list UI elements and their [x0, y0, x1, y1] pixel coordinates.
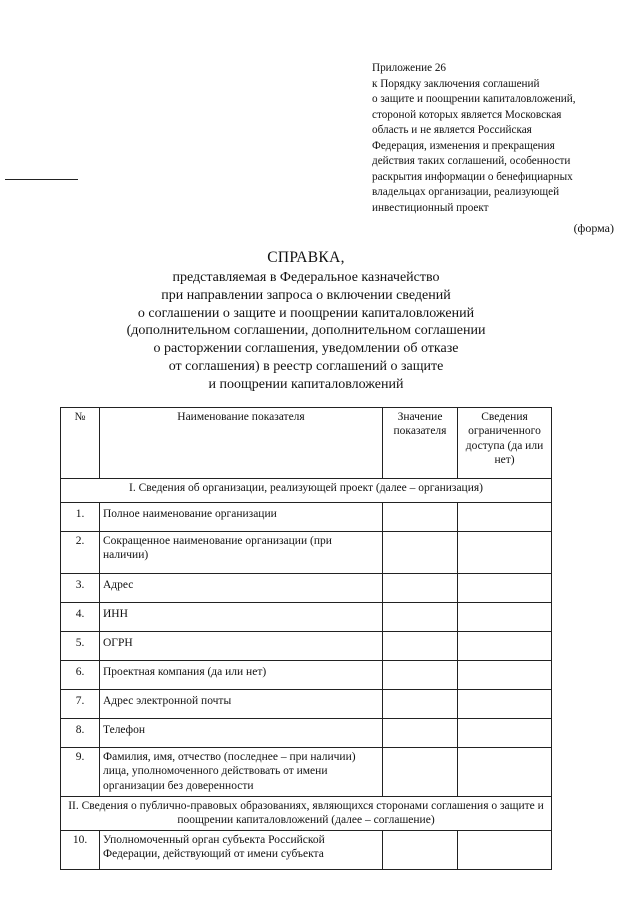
appendix-line: стороной которых является Московская	[372, 108, 562, 121]
row-indicator-name: Проектная компания (да или нет)	[100, 661, 383, 690]
title-line: от соглашения) в реестр соглашений о защите	[168, 358, 444, 374]
appendix-line: Приложение 26	[372, 62, 447, 74]
row-number: 8.	[61, 719, 100, 748]
header-indicator-value: Значение показателя	[383, 408, 458, 479]
appendix-reference	[372, 61, 634, 216]
row-restricted-cell	[458, 632, 552, 661]
table-row	[61, 503, 552, 532]
row-value-cell	[383, 661, 458, 690]
row-restricted-cell	[458, 503, 552, 532]
row-indicator-name: Телефон	[100, 719, 383, 748]
row-indicator-name: Уполномоченный орган субъекта Российской Федерации, действующий от имени субъекта	[100, 830, 383, 869]
table-row	[61, 574, 552, 603]
indicators-table	[60, 407, 552, 870]
title-line: о расторжении соглашения, уведомлении об отказе	[153, 341, 459, 357]
row-indicator-name: Адрес	[100, 574, 383, 603]
table-header-row	[61, 408, 552, 479]
row-restricted-cell	[458, 748, 552, 797]
row-number: 10.	[61, 830, 100, 869]
row-indicator-name: Фамилия, имя, отчество (последнее – при наличии) лица, уполномоченного действовать от имени организации без доверенности	[100, 748, 383, 797]
row-value-cell	[383, 603, 458, 632]
row-number: 1.	[61, 503, 100, 532]
table-row	[61, 748, 552, 797]
appendix-line: раскрытия информации о бенефициарных	[372, 170, 573, 183]
row-restricted-cell	[458, 532, 552, 574]
title-line: (дополнительном соглашении, дополнительном соглашении	[126, 323, 486, 339]
section-title: II. Сведения о публично-правовых образованиях, являющихся сторонами соглашения о защите и поощрении капиталовложений (далее – соглашение)	[61, 797, 552, 831]
row-value-cell	[383, 503, 458, 532]
row-number: 4.	[61, 603, 100, 632]
row-restricted-cell	[458, 719, 552, 748]
row-number: 7.	[61, 690, 100, 719]
row-value-cell	[383, 532, 458, 574]
divider-line	[5, 179, 78, 180]
row-number: 6.	[61, 661, 100, 690]
row-value-cell	[383, 748, 458, 797]
appendix-line: область и не является Российская	[372, 124, 532, 136]
header-indicator-name: Наименование показателя	[100, 408, 383, 479]
row-value-cell	[383, 690, 458, 719]
appendix-line: инвестиционный проект	[372, 201, 489, 214]
title-main: СПРАВКА,	[267, 249, 345, 266]
row-indicator-name: Полное наименование организации	[100, 503, 383, 532]
row-number: 5.	[61, 632, 100, 661]
row-restricted-cell	[458, 830, 552, 869]
header-number: №	[61, 408, 100, 479]
appendix-line: Федерация, изменения и прекращения	[372, 139, 555, 152]
title-line: представляемая в Федеральное казначейство	[172, 270, 440, 285]
document-title	[60, 247, 552, 394]
title-line: о соглашении о защите и поощрении капиталовложений	[137, 305, 475, 321]
table-row	[61, 719, 552, 748]
table-row	[61, 830, 552, 869]
row-value-cell	[383, 830, 458, 869]
table-row	[61, 632, 552, 661]
form-label: (форма)	[573, 221, 614, 235]
title-line: и поощрении капиталовложений	[208, 376, 404, 392]
row-value-cell	[383, 632, 458, 661]
row-indicator-name: ОГРН	[100, 632, 383, 661]
section-header-row	[61, 479, 552, 503]
appendix-line: к Порядку заключения соглашений	[372, 77, 540, 90]
row-indicator-name: ИНН	[100, 603, 383, 632]
row-restricted-cell	[458, 690, 552, 719]
row-restricted-cell	[458, 661, 552, 690]
table-row	[61, 661, 552, 690]
row-value-cell	[383, 719, 458, 748]
row-restricted-cell	[458, 574, 552, 603]
section-header-row	[61, 797, 552, 831]
row-value-cell	[383, 574, 458, 603]
row-indicator-name: Сокращенное наименование организации (при наличии)	[100, 532, 383, 574]
section-title: I. Сведения об организации, реализующей проект (далее – организация)	[61, 479, 552, 503]
row-number: 3.	[61, 574, 100, 603]
appendix-line: действия таких соглашений, особенности	[372, 155, 571, 167]
title-line: при направлении запроса о включении сведений	[161, 287, 451, 303]
row-indicator-name: Адрес электронной почты	[100, 690, 383, 719]
appendix-line: о защите и поощрении капиталовложений,	[372, 93, 576, 105]
row-number: 9.	[61, 748, 100, 797]
appendix-line: владельцах организации, реализующей	[372, 186, 560, 198]
table-row	[61, 532, 552, 574]
row-restricted-cell	[458, 603, 552, 632]
row-number: 2.	[61, 532, 100, 574]
table-row	[61, 603, 552, 632]
table-row	[61, 690, 552, 719]
header-restricted-access: Сведения ограниченного доступа (да или нет)	[458, 408, 552, 479]
